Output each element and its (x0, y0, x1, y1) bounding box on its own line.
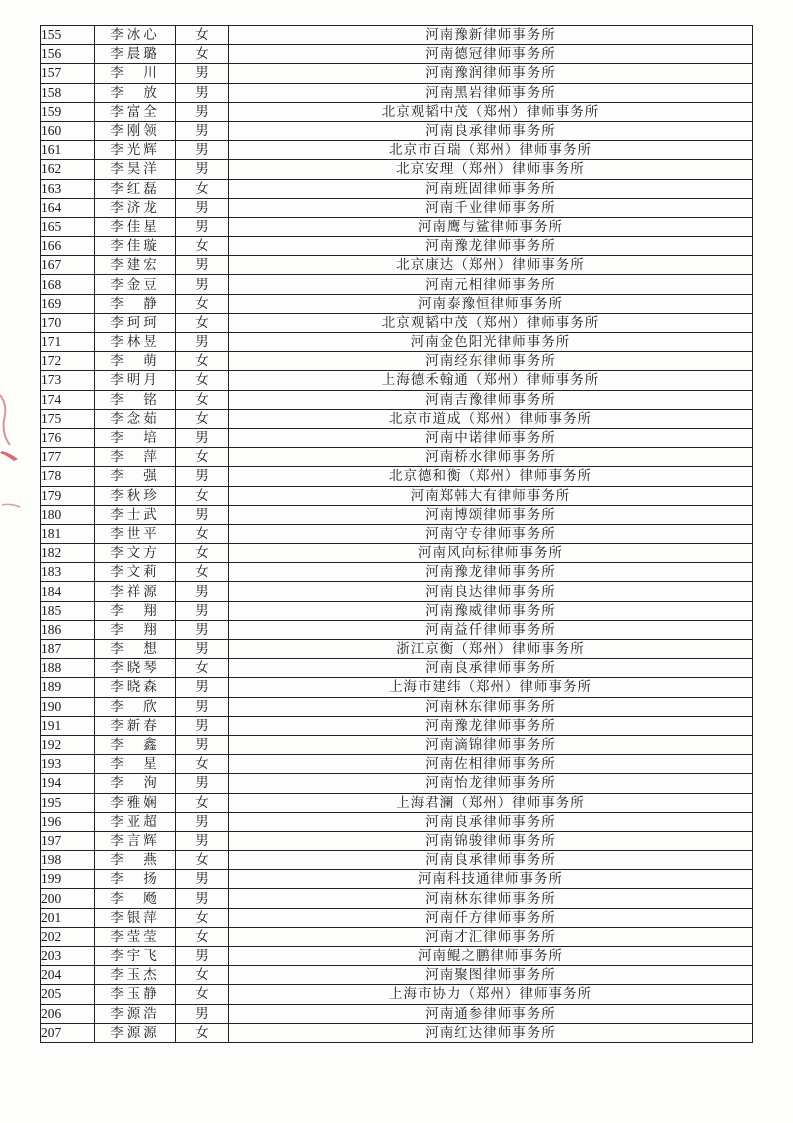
gender-cell: 男 (176, 947, 229, 966)
gender-cell: 女 (176, 1023, 229, 1042)
gender-cell: 女 (176, 179, 229, 198)
law-firm-cell: 河南佐相律师事务所 (229, 755, 753, 774)
law-firm-cell: 河南良承律师事务所 (229, 851, 753, 870)
table-row (41, 198, 753, 217)
row-number-cell: 204 (41, 966, 95, 985)
law-firm-cell: 河南良承律师事务所 (229, 812, 753, 831)
row-number-cell: 190 (41, 697, 95, 716)
row-number-cell: 198 (41, 851, 95, 870)
table-row (41, 237, 753, 256)
law-firm-cell: 河南豫龙律师事务所 (229, 563, 753, 582)
law-firm-cell: 河南金色阳光律师事务所 (229, 333, 753, 352)
row-number-cell: 170 (41, 313, 95, 332)
gender-cell: 女 (176, 409, 229, 428)
law-firm-cell: 河南鲲之鹏律师事务所 (229, 947, 753, 966)
row-number-cell: 168 (41, 275, 95, 294)
name-cell: 李祥源 (95, 582, 176, 601)
name-cell: 李亚超 (95, 812, 176, 831)
row-number-cell: 187 (41, 640, 95, 659)
name-cell: 李 培 (95, 428, 176, 447)
row-number-cell: 199 (41, 870, 95, 889)
name-cell: 李 翔 (95, 620, 176, 639)
name-cell: 李 铭 (95, 390, 176, 409)
name-cell: 李济龙 (95, 198, 176, 217)
row-number-cell: 176 (41, 428, 95, 447)
table-row (41, 716, 753, 735)
table-row (41, 908, 753, 927)
law-firm-cell: 河南聚图律师事务所 (229, 966, 753, 985)
table-row (41, 333, 753, 352)
name-cell: 李晨璐 (95, 45, 176, 64)
table-row (41, 601, 753, 620)
table-row (41, 659, 753, 678)
name-cell: 李佳璇 (95, 237, 176, 256)
gender-cell: 男 (176, 812, 229, 831)
gender-cell: 男 (176, 102, 229, 121)
gender-cell: 女 (176, 237, 229, 256)
table-row (41, 26, 753, 45)
gender-cell: 女 (176, 544, 229, 563)
name-cell: 李 萌 (95, 352, 176, 371)
gender-cell: 男 (176, 64, 229, 83)
row-number-cell: 182 (41, 544, 95, 563)
row-number-cell: 161 (41, 141, 95, 160)
name-cell: 李文方 (95, 544, 176, 563)
row-number-cell: 205 (41, 985, 95, 1004)
table-row (41, 870, 753, 889)
law-firm-cell: 河南千业律师事务所 (229, 198, 753, 217)
name-cell: 李刚领 (95, 121, 176, 140)
law-firm-cell: 河南良承律师事务所 (229, 659, 753, 678)
law-firm-cell: 北京观韬中茂（郑州）律师事务所 (229, 102, 753, 121)
name-cell: 李 扬 (95, 870, 176, 889)
table-row (41, 755, 753, 774)
row-number-cell: 203 (41, 947, 95, 966)
gender-cell: 女 (176, 755, 229, 774)
name-cell: 李玉静 (95, 985, 176, 1004)
name-cell: 李佳星 (95, 217, 176, 236)
name-cell: 李宇飞 (95, 947, 176, 966)
gender-cell: 女 (176, 45, 229, 64)
table-row (41, 45, 753, 64)
table-row (41, 352, 753, 371)
table-row (41, 735, 753, 754)
gender-cell: 男 (176, 333, 229, 352)
name-cell: 李 飏 (95, 889, 176, 908)
row-number-cell: 192 (41, 735, 95, 754)
gender-cell: 女 (176, 26, 229, 45)
roster-body (41, 26, 753, 1043)
row-number-cell: 194 (41, 774, 95, 793)
law-firm-cell: 河南才汇律师事务所 (229, 927, 753, 946)
law-firm-cell: 上海市协力（郑州）律师事务所 (229, 985, 753, 1004)
table-row (41, 640, 753, 659)
law-firm-cell: 河南德冠律师事务所 (229, 45, 753, 64)
law-firm-cell: 河南守专律师事务所 (229, 524, 753, 543)
law-firm-cell: 北京德和衡（郑州）律师事务所 (229, 467, 753, 486)
gender-cell: 男 (176, 428, 229, 447)
name-cell: 李光辉 (95, 141, 176, 160)
table-row (41, 102, 753, 121)
table-row (41, 966, 753, 985)
table-row (41, 524, 753, 543)
name-cell: 李 放 (95, 83, 176, 102)
gender-cell: 女 (176, 563, 229, 582)
gender-cell: 男 (176, 774, 229, 793)
row-number-cell: 163 (41, 179, 95, 198)
row-number-cell: 191 (41, 716, 95, 735)
law-firm-cell: 河南豫龙律师事务所 (229, 237, 753, 256)
name-cell: 李文莉 (95, 563, 176, 582)
row-number-cell: 172 (41, 352, 95, 371)
table-row (41, 179, 753, 198)
gender-cell: 男 (176, 217, 229, 236)
law-firm-cell: 河南豫龙律师事务所 (229, 716, 753, 735)
table-row (41, 275, 753, 294)
name-cell: 李新春 (95, 716, 176, 735)
row-number-cell: 184 (41, 582, 95, 601)
gender-cell: 男 (176, 198, 229, 217)
name-cell: 李 翔 (95, 601, 176, 620)
row-number-cell: 165 (41, 217, 95, 236)
law-firm-cell: 河南怡龙律师事务所 (229, 774, 753, 793)
name-cell: 李 燕 (95, 851, 176, 870)
row-number-cell: 169 (41, 294, 95, 313)
law-firm-cell: 北京观韬中茂（郑州）律师事务所 (229, 313, 753, 332)
gender-cell: 女 (176, 371, 229, 390)
law-firm-cell: 河南黑岩律师事务所 (229, 83, 753, 102)
row-number-cell: 158 (41, 83, 95, 102)
law-firm-cell: 河南科技通律师事务所 (229, 870, 753, 889)
row-number-cell: 156 (41, 45, 95, 64)
law-firm-cell: 河南泰豫恒律师事务所 (229, 294, 753, 313)
table-row (41, 544, 753, 563)
gender-cell: 男 (176, 83, 229, 102)
law-firm-cell: 河南班固律师事务所 (229, 179, 753, 198)
name-cell: 李莹莹 (95, 927, 176, 946)
law-firm-cell: 河南林东律师事务所 (229, 889, 753, 908)
row-number-cell: 178 (41, 467, 95, 486)
table-row (41, 64, 753, 83)
gender-cell: 男 (176, 620, 229, 639)
row-number-cell: 177 (41, 448, 95, 467)
table-row (41, 217, 753, 236)
name-cell: 李 洵 (95, 774, 176, 793)
row-number-cell: 202 (41, 927, 95, 946)
name-cell: 李雅娴 (95, 793, 176, 812)
table-row (41, 774, 753, 793)
law-firm-cell: 河南吉豫律师事务所 (229, 390, 753, 409)
name-cell: 李 星 (95, 755, 176, 774)
gender-cell: 女 (176, 908, 229, 927)
name-cell: 李富全 (95, 102, 176, 121)
table-row (41, 812, 753, 831)
law-firm-cell: 上海君澜（郑州）律师事务所 (229, 793, 753, 812)
gender-cell: 男 (176, 678, 229, 697)
law-firm-cell: 河南红达律师事务所 (229, 1023, 753, 1042)
gender-cell: 女 (176, 659, 229, 678)
name-cell: 李红磊 (95, 179, 176, 198)
row-number-cell: 179 (41, 486, 95, 505)
name-cell: 李明月 (95, 371, 176, 390)
row-number-cell: 186 (41, 620, 95, 639)
row-number-cell: 164 (41, 198, 95, 217)
law-firm-cell: 河南鹰与鲨律师事务所 (229, 217, 753, 236)
row-number-cell: 181 (41, 524, 95, 543)
gender-cell: 男 (176, 505, 229, 524)
gender-cell: 男 (176, 141, 229, 160)
gender-cell: 男 (176, 275, 229, 294)
name-cell: 李士武 (95, 505, 176, 524)
table-row (41, 793, 753, 812)
table-row (41, 371, 753, 390)
gender-cell: 女 (176, 486, 229, 505)
law-firm-cell: 河南中诺律师事务所 (229, 428, 753, 447)
table-row (41, 121, 753, 140)
law-firm-cell: 河南通参律师事务所 (229, 1004, 753, 1023)
gender-cell: 女 (176, 524, 229, 543)
row-number-cell: 206 (41, 1004, 95, 1023)
gender-cell: 女 (176, 793, 229, 812)
gender-cell: 男 (176, 640, 229, 659)
law-firm-cell: 河南良承律师事务所 (229, 121, 753, 140)
gender-cell: 男 (176, 735, 229, 754)
name-cell: 李念茹 (95, 409, 176, 428)
gender-cell: 男 (176, 870, 229, 889)
table-row (41, 505, 753, 524)
name-cell: 李昊洋 (95, 160, 176, 179)
table-row (41, 927, 753, 946)
law-firm-cell: 河南豫新律师事务所 (229, 26, 753, 45)
name-cell: 李 川 (95, 64, 176, 83)
table-row (41, 582, 753, 601)
gender-cell: 男 (176, 582, 229, 601)
table-row (41, 985, 753, 1004)
law-firm-cell: 河南良达律师事务所 (229, 582, 753, 601)
table-row (41, 1023, 753, 1042)
gender-cell: 女 (176, 985, 229, 1004)
table-row (41, 947, 753, 966)
gender-cell: 女 (176, 313, 229, 332)
name-cell: 李源浩 (95, 1004, 176, 1023)
law-firm-cell: 河南林东律师事务所 (229, 697, 753, 716)
gender-cell: 男 (176, 889, 229, 908)
table-row (41, 678, 753, 697)
row-number-cell: 175 (41, 409, 95, 428)
gender-cell: 男 (176, 160, 229, 179)
row-number-cell: 180 (41, 505, 95, 524)
law-firm-cell: 北京市道成（郑州）律师事务所 (229, 409, 753, 428)
table-row (41, 1004, 753, 1023)
name-cell: 李珂珂 (95, 313, 176, 332)
name-cell: 李晓琴 (95, 659, 176, 678)
name-cell: 李 欣 (95, 697, 176, 716)
gender-cell: 男 (176, 831, 229, 850)
name-cell: 李源源 (95, 1023, 176, 1042)
table-row (41, 256, 753, 275)
law-firm-cell: 北京安理（郑州）律师事务所 (229, 160, 753, 179)
table-row (41, 160, 753, 179)
law-firm-cell: 河南经东律师事务所 (229, 352, 753, 371)
row-number-cell: 201 (41, 908, 95, 927)
law-firm-cell: 上海市建纬（郑州）律师事务所 (229, 678, 753, 697)
row-number-cell: 197 (41, 831, 95, 850)
name-cell: 李冰心 (95, 26, 176, 45)
gender-cell: 男 (176, 716, 229, 735)
name-cell: 李林昱 (95, 333, 176, 352)
table-row (41, 428, 753, 447)
table-row (41, 486, 753, 505)
gender-cell: 女 (176, 966, 229, 985)
law-firm-cell: 河南元相律师事务所 (229, 275, 753, 294)
law-firm-cell: 河南滴锦律师事务所 (229, 735, 753, 754)
table-row (41, 467, 753, 486)
law-firm-cell: 浙江京衡（郑州）律师事务所 (229, 640, 753, 659)
table-row (41, 889, 753, 908)
row-number-cell: 185 (41, 601, 95, 620)
table-row (41, 851, 753, 870)
gender-cell: 女 (176, 352, 229, 371)
gender-cell: 男 (176, 121, 229, 140)
row-number-cell: 193 (41, 755, 95, 774)
name-cell: 李 鑫 (95, 735, 176, 754)
law-firm-cell: 上海德禾翰通（郑州）律师事务所 (229, 371, 753, 390)
row-number-cell: 183 (41, 563, 95, 582)
table-row (41, 620, 753, 639)
law-firm-cell: 河南博颂律师事务所 (229, 505, 753, 524)
table-row (41, 831, 753, 850)
name-cell: 李秋珍 (95, 486, 176, 505)
row-number-cell: 189 (41, 678, 95, 697)
name-cell: 李世平 (95, 524, 176, 543)
gender-cell: 男 (176, 697, 229, 716)
law-firm-cell: 北京康达（郑州）律师事务所 (229, 256, 753, 275)
gender-cell: 男 (176, 1004, 229, 1023)
row-number-cell: 196 (41, 812, 95, 831)
row-number-cell: 200 (41, 889, 95, 908)
row-number-cell: 173 (41, 371, 95, 390)
table-row (41, 294, 753, 313)
row-number-cell: 162 (41, 160, 95, 179)
name-cell: 李晓森 (95, 678, 176, 697)
table-row (41, 390, 753, 409)
name-cell: 李 萍 (95, 448, 176, 467)
table-row (41, 697, 753, 716)
row-number-cell: 157 (41, 64, 95, 83)
table-row (41, 313, 753, 332)
gender-cell: 男 (176, 601, 229, 620)
seal-edge-mark (0, 375, 22, 535)
row-number-cell: 174 (41, 390, 95, 409)
table-row (41, 141, 753, 160)
name-cell: 李银萍 (95, 908, 176, 927)
name-cell: 李玉杰 (95, 966, 176, 985)
row-number-cell: 188 (41, 659, 95, 678)
law-firm-cell: 河南仟方律师事务所 (229, 908, 753, 927)
row-number-cell: 155 (41, 26, 95, 45)
name-cell: 李 想 (95, 640, 176, 659)
name-cell: 李 静 (95, 294, 176, 313)
gender-cell: 女 (176, 294, 229, 313)
table-row (41, 83, 753, 102)
row-number-cell: 195 (41, 793, 95, 812)
name-cell: 李言辉 (95, 831, 176, 850)
row-number-cell: 207 (41, 1023, 95, 1042)
law-firm-cell: 北京市百瑞（郑州）律师事务所 (229, 141, 753, 160)
law-firm-cell: 河南郑韩大有律师事务所 (229, 486, 753, 505)
gender-cell: 女 (176, 927, 229, 946)
name-cell: 李建宏 (95, 256, 176, 275)
name-cell: 李 强 (95, 467, 176, 486)
table-row (41, 448, 753, 467)
law-firm-cell: 河南豫润律师事务所 (229, 64, 753, 83)
gender-cell: 女 (176, 390, 229, 409)
table-row (41, 563, 753, 582)
gender-cell: 男 (176, 467, 229, 486)
gender-cell: 女 (176, 851, 229, 870)
name-cell: 李金豆 (95, 275, 176, 294)
law-firm-cell: 河南益仟律师事务所 (229, 620, 753, 639)
row-number-cell: 160 (41, 121, 95, 140)
table-row (41, 409, 753, 428)
row-number-cell: 167 (41, 256, 95, 275)
row-number-cell: 159 (41, 102, 95, 121)
law-firm-cell: 河南桥水律师事务所 (229, 448, 753, 467)
row-number-cell: 166 (41, 237, 95, 256)
gender-cell: 女 (176, 448, 229, 467)
law-firm-cell: 河南锦骏律师事务所 (229, 831, 753, 850)
law-firm-cell: 河南风向标律师事务所 (229, 544, 753, 563)
law-firm-cell: 河南豫威律师事务所 (229, 601, 753, 620)
lawyer-roster-table (40, 25, 753, 1043)
row-number-cell: 171 (41, 333, 95, 352)
gender-cell: 男 (176, 256, 229, 275)
